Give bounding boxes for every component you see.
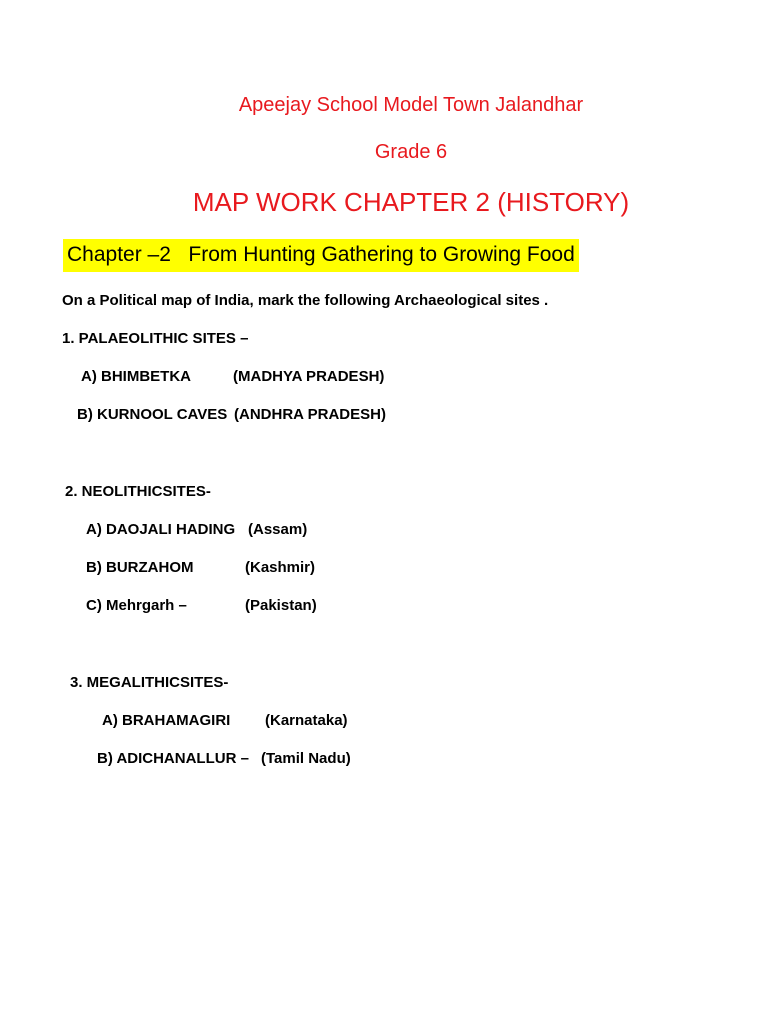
site-name: C) Mehrgarh –: [86, 597, 187, 614]
section-heading-palaeolithic: 1. PALAEOLITHIC SITES –: [62, 330, 249, 347]
instruction-text: On a Political map of India, mark the following Archaeological sites .: [62, 292, 549, 309]
site-name: A) BHIMBETKA: [81, 368, 191, 385]
chapter-heading: Chapter –2 From Hunting Gathering to Growing Food: [63, 239, 579, 272]
site-location: (Assam): [248, 521, 308, 538]
school-name: Apeejay School Model Town Jalandhar: [238, 94, 584, 116]
site-name: B) KURNOOL CAVES: [77, 406, 228, 423]
section-heading-megalithic: 3. MEGALITHICSITES-: [70, 674, 229, 691]
site-name: B) BURZAHOM: [86, 559, 194, 576]
grade-label: Grade 6: [374, 141, 448, 163]
site-location: (MADHYA PRADESH): [233, 368, 385, 385]
site-name: A) BRAHAMAGIRI: [102, 712, 231, 729]
page-title: MAP WORK CHAPTER 2 (HISTORY): [192, 187, 630, 217]
site-location: (Tamil Nadu): [261, 750, 351, 767]
site-name: A) DAOJALI HADING: [86, 521, 236, 538]
site-location: (ANDHRA PRADESH): [234, 406, 386, 423]
site-location: (Pakistan): [245, 597, 317, 614]
site-location: (Karnataka): [265, 712, 348, 729]
site-location: (Kashmir): [245, 559, 316, 576]
site-name: B) ADICHANALLUR –: [97, 750, 249, 767]
section-heading-neolithic: 2. NEOLITHICSITES-: [65, 483, 211, 500]
